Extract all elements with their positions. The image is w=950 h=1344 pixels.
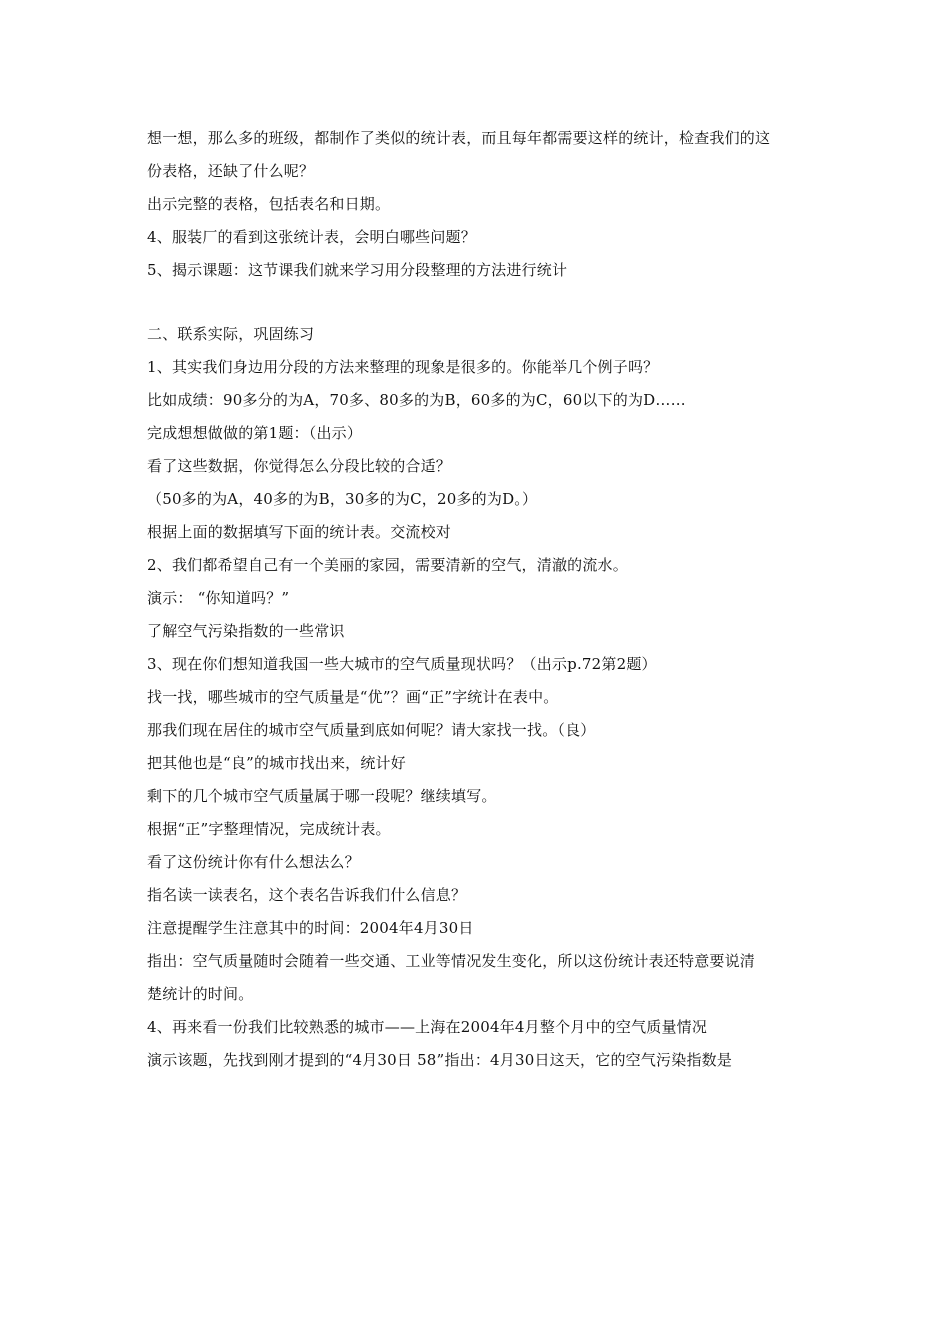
text-line: 了解空气污染指数的一些常识 <box>147 622 345 640</box>
section-heading: 二、联系实际，巩固练习 <box>147 325 315 343</box>
text-line: 比如成绩：90多分的为A，70多、80多的为B，60多的为C，60以下的为D…… <box>147 391 686 409</box>
text-line: 找一找，哪些城市的空气质量是“优”？画“正”字统计在表中。 <box>147 688 559 706</box>
section-gap <box>147 287 812 318</box>
text-line: 看了这份统计你有什么想法么？ <box>147 853 360 871</box>
text-line: 1、其实我们身边用分段的方法来整理的现象是很多的。你能举几个例子吗？ <box>147 358 659 376</box>
text-line: 剩下的几个城市空气质量属于哪一段呢？继续填写。 <box>147 787 497 805</box>
text-line: 4、再来看一份我们比较熟悉的城市——上海在2004年4月整个月中的空气质量情况 <box>147 1018 708 1036</box>
text-line: 楚统计的时间。 <box>147 985 254 1003</box>
text-line: 演示： “你知道吗？” <box>147 589 290 607</box>
text-line: 根据“正”字整理情况，完成统计表。 <box>147 820 391 838</box>
text-line: 把其他也是“良”的城市找出来，统计好 <box>147 754 406 772</box>
text-line: 注意提醒学生注意其中的时间：2004年4月30日 <box>147 919 474 937</box>
text-line: 指出：空气质量随时会随着一些交通、工业等情况发生变化，所以这份统计表还特意要说清 <box>147 952 756 970</box>
text-line: 看了这些数据，你觉得怎么分段比较的合适？ <box>147 457 452 475</box>
text-line: 完成想想做做的第1题：（出示） <box>147 424 363 442</box>
text-line: 3、现在你们想知道我国一些大城市的空气质量现状吗？（出示p.72第2题） <box>147 655 657 673</box>
text-line: 指名读一读表名，这个表名告诉我们什么信息？ <box>147 886 467 904</box>
text-line: 演示该题，先找到刚才提到的“4月30日 58”指出：4月30日这天，它的空气污染指数是 <box>147 1051 733 1069</box>
text-line: 4、服装厂的看到这张统计表，会明白哪些问题？ <box>147 228 476 246</box>
text-line: 份表格，还缺了什么呢？ <box>147 162 315 180</box>
text-line: 那我们现在居住的城市空气质量到底如何呢？请大家找一找。（良） <box>147 721 596 739</box>
text-line: 5、揭示课题：这节课我们就来学习用分段整理的方法进行统计 <box>147 261 568 279</box>
text-line: 出示完整的表格，包括表名和日期。 <box>147 195 391 213</box>
practice-section <box>147 318 812 1077</box>
text-line: 根据上面的数据填写下面的统计表。交流校对 <box>147 523 452 541</box>
text-line: （50多的为A，40多的为B，30多的为C，20多的为D。） <box>147 490 538 508</box>
document-page <box>147 122 812 1077</box>
text-line: 2、我们都希望自己有一个美丽的家园，需要清新的空气，清澈的流水。 <box>147 556 628 574</box>
intro-section <box>147 122 812 287</box>
text-line: 想一想，那么多的班级，都制作了类似的统计表，而且每年都需要这样的统计，检查我们的这 <box>147 129 771 147</box>
